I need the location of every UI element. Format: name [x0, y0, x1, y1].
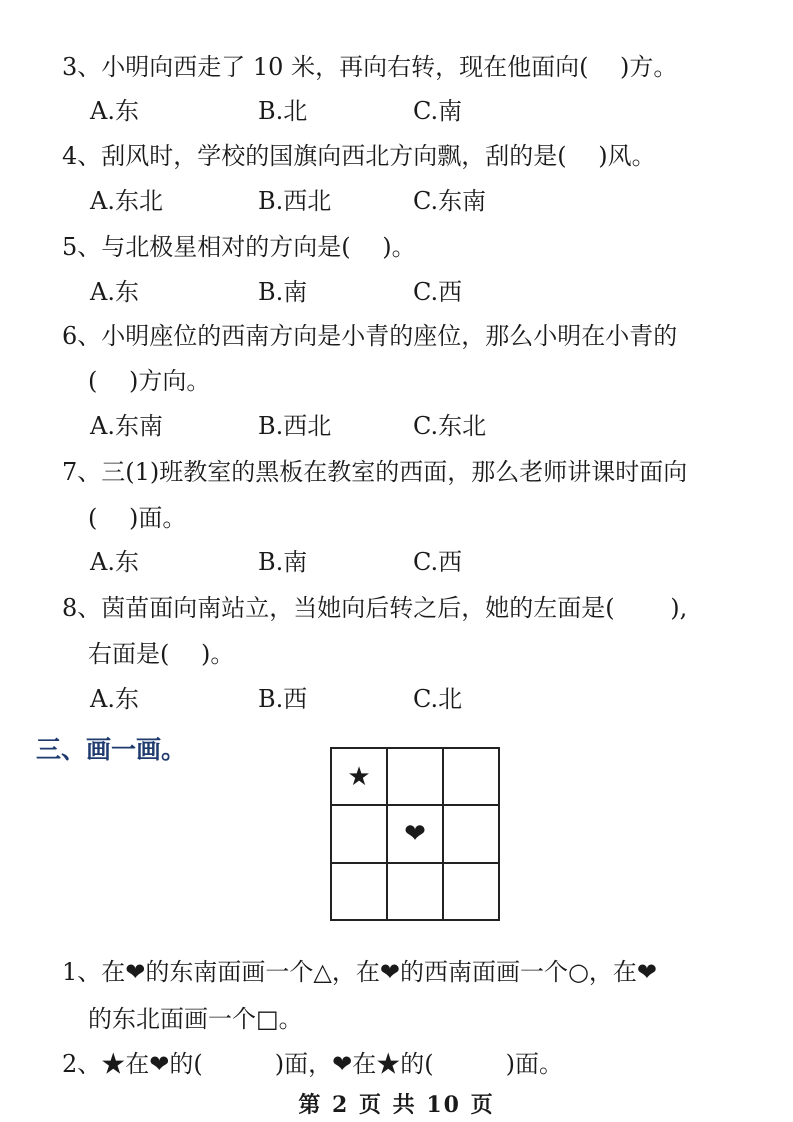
q7-option-b[interactable]: B.南 — [258, 548, 308, 576]
q5-option-a[interactable]: A.东 — [90, 278, 139, 306]
grid-cell-sw[interactable] — [331, 863, 387, 920]
q3-option-a[interactable]: A.东 — [90, 97, 139, 125]
q3-option-c[interactable]: C.南 — [413, 97, 463, 125]
grid-cell-se[interactable] — [443, 863, 499, 920]
question-8-continued: 右面是( )。 — [88, 640, 235, 668]
section-title-draw: 三、画一画。 — [36, 735, 187, 764]
q8-option-c[interactable]: C.北 — [413, 685, 463, 713]
q6-option-a[interactable]: A.东南 — [90, 412, 163, 440]
question-6-continued: ( )方向。 — [88, 367, 211, 395]
question-5: 5、与北极星相对的方向是( )。 — [62, 233, 416, 261]
grid-cell-s[interactable] — [387, 863, 443, 920]
grid-cell-center[interactable] — [387, 805, 443, 862]
draw-question-1: 1、在❤的东南面画一个△，在❤的西南面画一个○，在❤ — [62, 958, 657, 986]
grid-cell-w[interactable] — [331, 805, 387, 862]
grid-cell-n[interactable] — [387, 748, 443, 805]
question-7-continued: ( )面。 — [88, 504, 187, 532]
q8-option-b[interactable]: B.西 — [258, 685, 308, 713]
question-7: 7、三(1)班教室的黑板在教室的西面，那么老师讲课时面向 — [62, 458, 688, 486]
question-3: 3、小明向西走了 10 米，再向右转，现在他面向( )方。 — [62, 53, 678, 81]
q6-option-b[interactable]: B.西北 — [258, 412, 332, 440]
q6-option-c[interactable]: C.东北 — [413, 412, 487, 440]
question-8: 8、茵苗面向南站立，当她向后转之后，她的左面是( ), — [62, 594, 688, 622]
page-footer: 第 2 页 共 10 页 — [298, 1092, 495, 1118]
q8-option-a[interactable]: A.东 — [90, 685, 139, 713]
draw-question-2: 2、★在❤的( )面，❤在★的( )面。 — [62, 1050, 563, 1078]
direction-grid[interactable] — [330, 747, 500, 921]
q5-option-b[interactable]: B.南 — [258, 278, 308, 306]
star-icon: ★ — [347, 761, 371, 792]
q4-option-c[interactable]: C.东南 — [413, 187, 487, 215]
q4-option-b[interactable]: B.西北 — [258, 187, 332, 215]
grid-cell-nw[interactable] — [331, 748, 387, 805]
question-6: 6、小明座位的西南方向是小青的座位，那么小明在小青的 — [62, 322, 678, 350]
q7-option-c[interactable]: C.西 — [413, 548, 463, 576]
grid-cell-ne[interactable] — [443, 748, 499, 805]
heart-icon: ❤ — [404, 818, 426, 849]
draw-question-1-continued: 的东北面画一个□。 — [88, 1005, 303, 1033]
q5-option-c[interactable]: C.西 — [413, 278, 463, 306]
q3-option-b[interactable]: B.北 — [258, 97, 308, 125]
grid-cell-e[interactable] — [443, 805, 499, 862]
q4-option-a[interactable]: A.东北 — [90, 187, 163, 215]
q7-option-a[interactable]: A.东 — [90, 548, 139, 576]
question-4: 4、刮风时，学校的国旗向西北方向飘，刮的是( )风。 — [62, 142, 656, 170]
